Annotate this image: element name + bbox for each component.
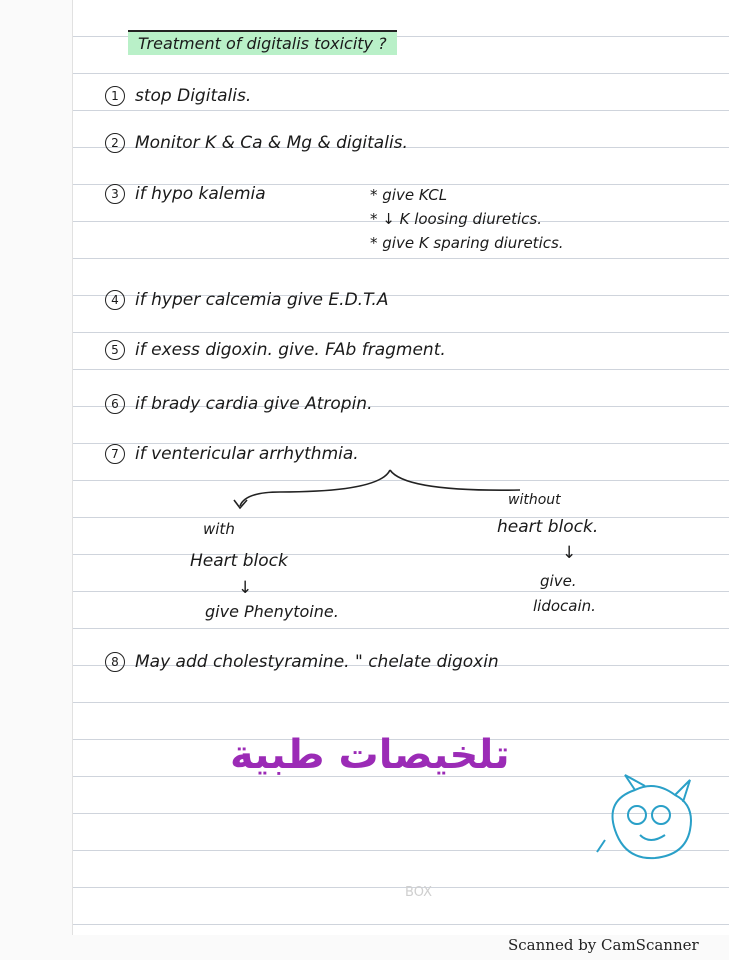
step-number: 3 [105, 184, 125, 204]
step-number: 4 [105, 290, 125, 310]
down-arrow: ↓ [562, 543, 577, 563]
without-treatment-1: give. [540, 572, 577, 590]
step-text: if hypo kalemia [135, 184, 266, 204]
step-8 [105, 652, 499, 672]
step-number: 8 [105, 652, 125, 672]
step-1 [105, 86, 251, 106]
step-text: if ventericular arrhythmia. [135, 444, 359, 464]
step-4 [105, 290, 388, 310]
step-2 [105, 133, 408, 153]
hypokalemia-action-2: * ↓ K loosing diuretics. [370, 210, 542, 228]
step-text: if exess digoxin. give. FAb fragment. [135, 340, 446, 360]
step-text: stop Digitalis. [135, 86, 252, 106]
step-7 [105, 444, 359, 464]
hypokalemia-action-1: * give KCL [370, 186, 448, 204]
with-label: with [203, 520, 235, 538]
watermark: BOX [405, 885, 432, 900]
hypokalemia-action-3: * give K sparing diuretics. [370, 234, 564, 252]
with-condition: Heart block [190, 551, 288, 571]
camscanner-footer: Scanned by CamScanner [508, 936, 699, 954]
step-number: 2 [105, 133, 125, 153]
step-text: if brady cardia give Atropin. [135, 394, 373, 414]
without-label: without [508, 492, 561, 508]
arabic-stamp: تلخيصات طبية [230, 732, 510, 778]
step-text: May add cholestyramine. " chelate digoxin [135, 652, 499, 672]
step-5 [105, 340, 446, 360]
step-3 [105, 184, 266, 204]
step-number: 5 [105, 340, 125, 360]
with-treatment: give Phenytoine. [205, 602, 339, 621]
step-number: 1 [105, 86, 125, 106]
step-6 [105, 394, 372, 414]
without-treatment-2: lidocain. [533, 597, 596, 615]
page-title: Treatment of digitalis toxicity ? [128, 30, 397, 55]
step-number: 7 [105, 444, 125, 464]
step-text: if hyper calcemia give E.D.T.A [135, 290, 389, 310]
step-text: Monitor K & Ca & Mg & digitalis. [135, 133, 408, 153]
down-arrow: ↓ [238, 578, 253, 598]
without-condition: heart block. [497, 517, 599, 537]
step-number: 6 [105, 394, 125, 414]
cartoon-cat-icon [595, 770, 705, 865]
